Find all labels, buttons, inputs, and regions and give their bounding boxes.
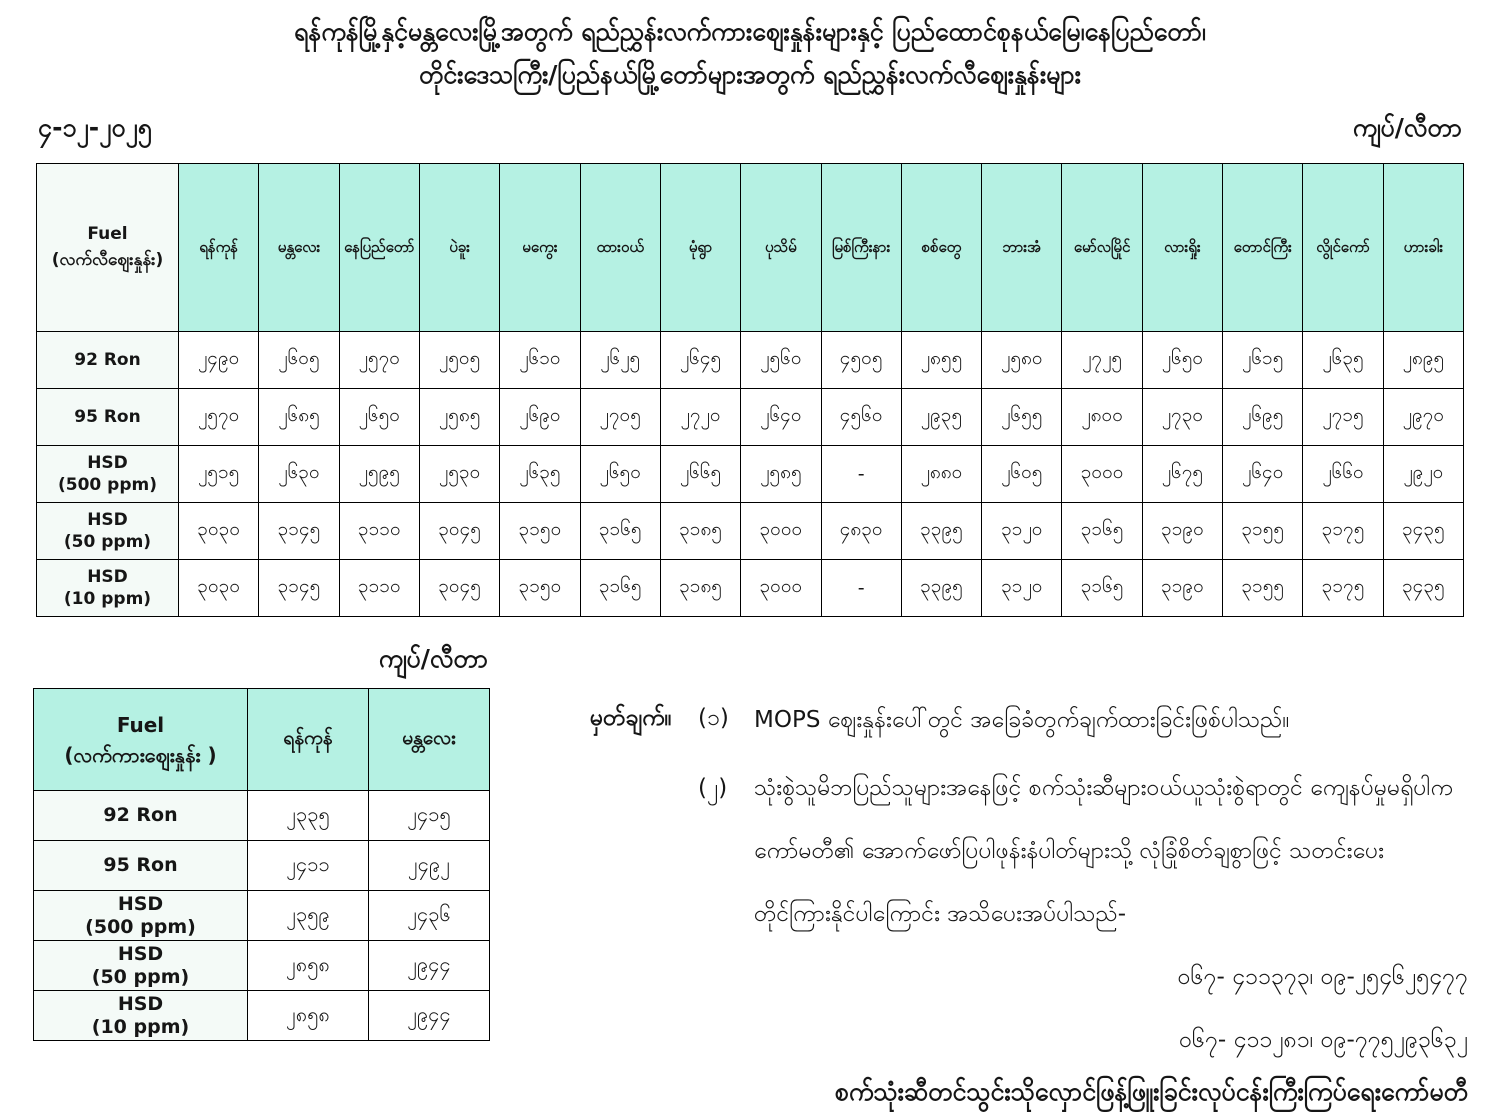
fuel-name: HSD [117, 942, 164, 965]
price-cell: ၂၉၄၄ [369, 991, 490, 1041]
title-line-1: ရန်ကုန်မြို့နှင့်မန္တလေးမြို့အတွက် ရည်ညွှန်းလက်ကားဈေးနှုန်းများနှင့် ပြည်ထောင်စုနယ်မြေ၊နေပြည်တော်၊ [294, 17, 1206, 46]
price-cell: ၂၅၇၀ [339, 332, 419, 389]
price-cell: ၂၅၈၅ [741, 446, 821, 503]
price-cell: ၃၁၂၀ [982, 503, 1062, 560]
price-cell: ၃၁၆၅ [580, 560, 660, 617]
fuel-name: HSD [117, 992, 164, 1015]
price-cell: ၂၅၃၀ [419, 446, 499, 503]
price-cell: ၂၇၃၀ [1142, 389, 1222, 446]
price-cell: ၂၅၆၀ [741, 332, 821, 389]
price-cell: ၃၁၁၀ [339, 560, 419, 617]
price-cell: ၂၆၄၀ [741, 389, 821, 446]
fuel-row-header [34, 791, 248, 841]
fuel-spec: (10 ppm) [63, 589, 152, 609]
city-column-header: ဘားအံ [982, 164, 1062, 332]
fuel-header-label: Fuel [116, 712, 165, 737]
retail-price-table [36, 163, 1464, 617]
retail-table-body [37, 332, 1464, 617]
city-column-header: မန္တလေး [259, 164, 339, 332]
price-cell: ၂၆၁၀ [500, 332, 580, 389]
price-cell: ၂၅၇၀ [179, 389, 259, 446]
price-cell: ၃၁၅၅ [1223, 503, 1303, 560]
price-cell: ၂၃၅၉ [248, 891, 369, 941]
price-cell: ၂၄၁၁ [248, 841, 369, 891]
fuel-row-header [34, 891, 248, 941]
wholesale-table-header [34, 689, 490, 791]
price-cell: ၂၉၂၀ [1383, 446, 1463, 503]
fuel-header-sublabel: (လက်ကားဈေးနှုန်း ) [64, 742, 217, 767]
fuel-row-header [34, 941, 248, 991]
fuel-name: 92 Ron [74, 349, 141, 370]
page-title [0, 0, 1500, 96]
city-column-header: ပဲခူး [419, 164, 499, 332]
note-1-number: (၁) [698, 705, 729, 731]
title-line-2: တိုင်းဒေသကြီး/ပြည်နယ်မြို့တော်များအတွက် ရည်ညွှန်းလက်လီဈေးနှုန်းများ [418, 60, 1082, 89]
city-column-header: မကွေး [500, 164, 580, 332]
price-cell: ၃၀၄၅ [419, 503, 499, 560]
price-cell: ၂၄၃၆ [369, 891, 490, 941]
fuel-row-header [37, 332, 179, 389]
note-1-text: MOPS ဈေးနှုန်းပေါ်တွင် အခြေခံတွက်ချက်ထားခြင်းဖြစ်ပါသည်။ [754, 707, 1290, 733]
fuel-spec: (500 ppm) [58, 475, 157, 495]
price-cell: ၂၆၃၀ [259, 446, 339, 503]
fuel-name: 95 Ron [103, 854, 178, 877]
fuel-row-header [37, 560, 179, 617]
wholesale-section [33, 643, 490, 1041]
fuel-name: HSD [117, 892, 164, 915]
price-cell: ၂၆၃၅ [500, 446, 580, 503]
price-cell: ၃၁၄၅ [259, 503, 339, 560]
price-cell: ၂၆၆၅ [660, 446, 740, 503]
price-cell: ၃၁၆၅ [580, 503, 660, 560]
price-cell: ၂၃၃၅ [248, 791, 369, 841]
price-cell: ၄၅၆၀ [821, 389, 901, 446]
price-cell: ၃၀၀၀ [741, 560, 821, 617]
phone-numbers [590, 946, 1468, 1072]
note-2 [590, 757, 1468, 946]
city-column-header: ရန်ကုန် [179, 164, 259, 332]
price-cell: ၃၁၄၅ [259, 560, 339, 617]
price-cell: ၃၃၉၅ [901, 503, 981, 560]
price-cell: ၃၄၃၅ [1383, 503, 1463, 560]
price-cell: ၂၉၄၄ [369, 941, 490, 991]
price-cell: ၃၁၅၅ [1223, 560, 1303, 617]
note-2-line-2: ကော်မတီ၏ အောက်ဖော်ပြပါဖုန်းနံပါတ်များသို့ လုံခြုံစိတ်ချစွာဖြင့် သတင်းပေး [754, 837, 1384, 864]
price-cell: ၂၆၆၀ [1303, 446, 1383, 503]
committee-footer: စက်သုံးဆီတင်သွင်းသိုလှောင်ဖြန့်ဖြူးခြင်းလုပ်ငန်းကြီးကြပ်ရေးကော်မတီ [834, 1076, 1468, 1106]
price-cell: ၂၅၁၅ [179, 446, 259, 503]
price-cell: ၃၁၈၅ [660, 560, 740, 617]
price-cell: - [821, 446, 901, 503]
wholesale-table-body [34, 791, 490, 1041]
fuel-spec: (50 ppm) [63, 532, 152, 552]
price-cell: ၂၅၈၀ [982, 332, 1062, 389]
note-1 [590, 703, 1468, 739]
city-column-header: မြစ်ကြီးနား [821, 164, 901, 332]
price-cell: ၂၇၀၅ [580, 389, 660, 446]
city-column-header: လားရှိုး [1142, 164, 1222, 332]
price-cell: - [821, 560, 901, 617]
price-cell: ၃၄၃၅ [1383, 560, 1463, 617]
price-cell: ၃၀၃၀ [179, 503, 259, 560]
price-cell: ၂၄၉၂ [369, 841, 490, 891]
price-cell: ၃၁၆၅ [1062, 560, 1142, 617]
price-cell: ၃၀၀၀ [1062, 446, 1142, 503]
phone-line-1: ၀၆၇- ၄၁၁၃၇၃၊ ၀၉-၂၅၄၆၂၅၄၇၇ [1177, 963, 1468, 990]
price-cell: ၂၆၄၀ [1223, 446, 1303, 503]
price-cell: ၃၀၃၀ [179, 560, 259, 617]
price-cell: ၃၁၆၅ [1062, 503, 1142, 560]
price-cell: ၂၆၈၅ [259, 389, 339, 446]
fuel-column-header [37, 164, 179, 332]
price-cell: ၂၆၄၅ [660, 332, 740, 389]
wholesale-price-table [33, 688, 490, 1041]
price-cell: ၃၁၅၀ [500, 503, 580, 560]
note-2-line-1: သုံးစွဲသူမိဘပြည်သူများအနေဖြင့် စက်သုံးဆီများဝယ်ယူသုံးစွဲရာတွင် ကျေနပ်မှုမရှိပါက [754, 774, 1453, 801]
price-cell: ၂၈၅၈ [248, 991, 369, 1041]
unit-label: ကျပ်/လီတာ [1352, 113, 1462, 142]
price-cell: ၄၅၀၅ [821, 332, 901, 389]
price-cell: ၂၇၁၅ [1303, 389, 1383, 446]
city-column-header: စစ်တွေ [901, 164, 981, 332]
header-row [37, 164, 1464, 332]
price-cell: ၃၁၇၅ [1303, 503, 1383, 560]
price-cell: ၂၆၉၅ [1223, 389, 1303, 446]
price-cell: ၂၆၀၅ [982, 446, 1062, 503]
price-row [34, 991, 490, 1041]
price-cell: ၂၆၇၅ [1142, 446, 1222, 503]
price-cell: ၂၇၂၀ [660, 389, 740, 446]
city-column-header: ထားဝယ် [580, 164, 660, 332]
price-cell: ၂၅၀၅ [419, 332, 499, 389]
fuel-row-header [37, 446, 179, 503]
note-2-number: (၂) [698, 774, 728, 801]
price-cell: ၂၆၅၅ [982, 389, 1062, 446]
price-cell: ၂၆၃၅ [1303, 332, 1383, 389]
fuel-row-header [34, 991, 248, 1041]
price-cell: ၃၁၅၀ [500, 560, 580, 617]
price-cell: ၂၆၉၀ [500, 389, 580, 446]
price-row [34, 891, 490, 941]
phone-line-2: ၀၆၇- ၄၁၁၂၈၁၊ ၀၉-၇၇၅၂၉၃၆၃၂ [1179, 1026, 1468, 1053]
header-row [34, 689, 490, 791]
price-cell: ၂၆၅၀ [339, 389, 419, 446]
city-column-header: မန္တလေး [369, 689, 490, 791]
price-cell: ၂၈၀၀ [1062, 389, 1142, 446]
fuel-column-header [34, 689, 248, 791]
price-cell: ၃၁၁၀ [339, 503, 419, 560]
city-column-header: ဟားခါး [1383, 164, 1463, 332]
price-cell: ၂၉၃၅ [901, 389, 981, 446]
city-column-header: လွိုင်ကော် [1303, 164, 1383, 332]
price-cell: ၃၀၄၅ [419, 560, 499, 617]
fuel-row-header [37, 503, 179, 560]
price-cell: ၂၆၅၀ [580, 446, 660, 503]
price-cell: ၂၉၇၀ [1383, 389, 1463, 446]
price-row [37, 503, 1464, 560]
price-row [34, 791, 490, 841]
fuel-name: HSD [87, 509, 128, 530]
price-row [37, 446, 1464, 503]
price-cell: ၂၅၉၅ [339, 446, 419, 503]
price-row [34, 941, 490, 991]
city-column-header: တောင်ကြီး [1223, 164, 1303, 332]
city-column-header: မုံရွာ [660, 164, 740, 332]
price-cell: ၃၁၉၀ [1142, 503, 1222, 560]
fuel-row-header [34, 841, 248, 891]
price-cell: ၂၆၁၅ [1223, 332, 1303, 389]
bottom-section [0, 617, 1500, 1106]
price-cell: ၃၃၉၅ [901, 560, 981, 617]
fuel-spec: (10 ppm) [91, 1015, 190, 1038]
fuel-spec: (500 ppm) [85, 915, 196, 938]
price-cell: ၂၈၅၅ [901, 332, 981, 389]
fuel-name: HSD [87, 566, 128, 587]
price-cell: ၂၈၉၅ [1383, 332, 1463, 389]
notes-section [590, 703, 1468, 1113]
price-cell: ၂၆၅၀ [1142, 332, 1222, 389]
city-column-header: ပုသိမ် [741, 164, 821, 332]
fuel-name: HSD [87, 452, 128, 473]
fuel-row-header [37, 389, 179, 446]
wholesale-unit-label: ကျပ်/လီတာ [378, 644, 488, 673]
price-cell: ၃၁၇၅ [1303, 560, 1383, 617]
price-cell: ၂၆၀၅ [259, 332, 339, 389]
price-cell: ၂၇၂၅ [1062, 332, 1142, 389]
fuel-name: 95 Ron [74, 406, 141, 427]
note-2-text [754, 757, 1468, 946]
fuel-name: 92 Ron [103, 804, 178, 827]
price-cell: ၂၄၉၀ [179, 332, 259, 389]
meta-row [0, 96, 1500, 149]
price-row [37, 389, 1464, 446]
city-column-header: မော်လမြိုင် [1062, 164, 1142, 332]
price-cell: ၂၈၈၀ [901, 446, 981, 503]
price-cell: ၄၈၃၀ [821, 503, 901, 560]
price-row [37, 332, 1464, 389]
price-row [37, 560, 1464, 617]
price-cell: ၃၁၈၅ [660, 503, 740, 560]
price-cell: ၃၁၂၀ [982, 560, 1062, 617]
fuel-spec: (50 ppm) [91, 965, 190, 988]
price-cell: ၃၀၀၀ [741, 503, 821, 560]
price-cell: ၂၈၅၈ [248, 941, 369, 991]
date-label: ၄-၁၂-၂၀၂၅ [38, 113, 152, 142]
price-cell: ၃၁၉၀ [1142, 560, 1222, 617]
note-2-line-3: တိုင်ကြားနိုင်ပါကြောင်း အသိပေးအပ်ပါသည်- [754, 900, 1127, 927]
city-column-header: ရန်ကုန် [248, 689, 369, 791]
retail-table-header [37, 164, 1464, 332]
price-cell: ၂၆၂၅ [580, 332, 660, 389]
notes-label: မှတ်ချက်။ [590, 705, 672, 731]
fuel-header-label: Fuel [87, 224, 128, 244]
fuel-header-sublabel: (လက်လီဈေးနှုန်း) [51, 249, 164, 270]
price-cell: ၂၅၈၅ [419, 389, 499, 446]
price-cell: ၂၄၁၅ [369, 791, 490, 841]
price-row [34, 841, 490, 891]
city-column-header: နေပြည်တော် [339, 164, 419, 332]
